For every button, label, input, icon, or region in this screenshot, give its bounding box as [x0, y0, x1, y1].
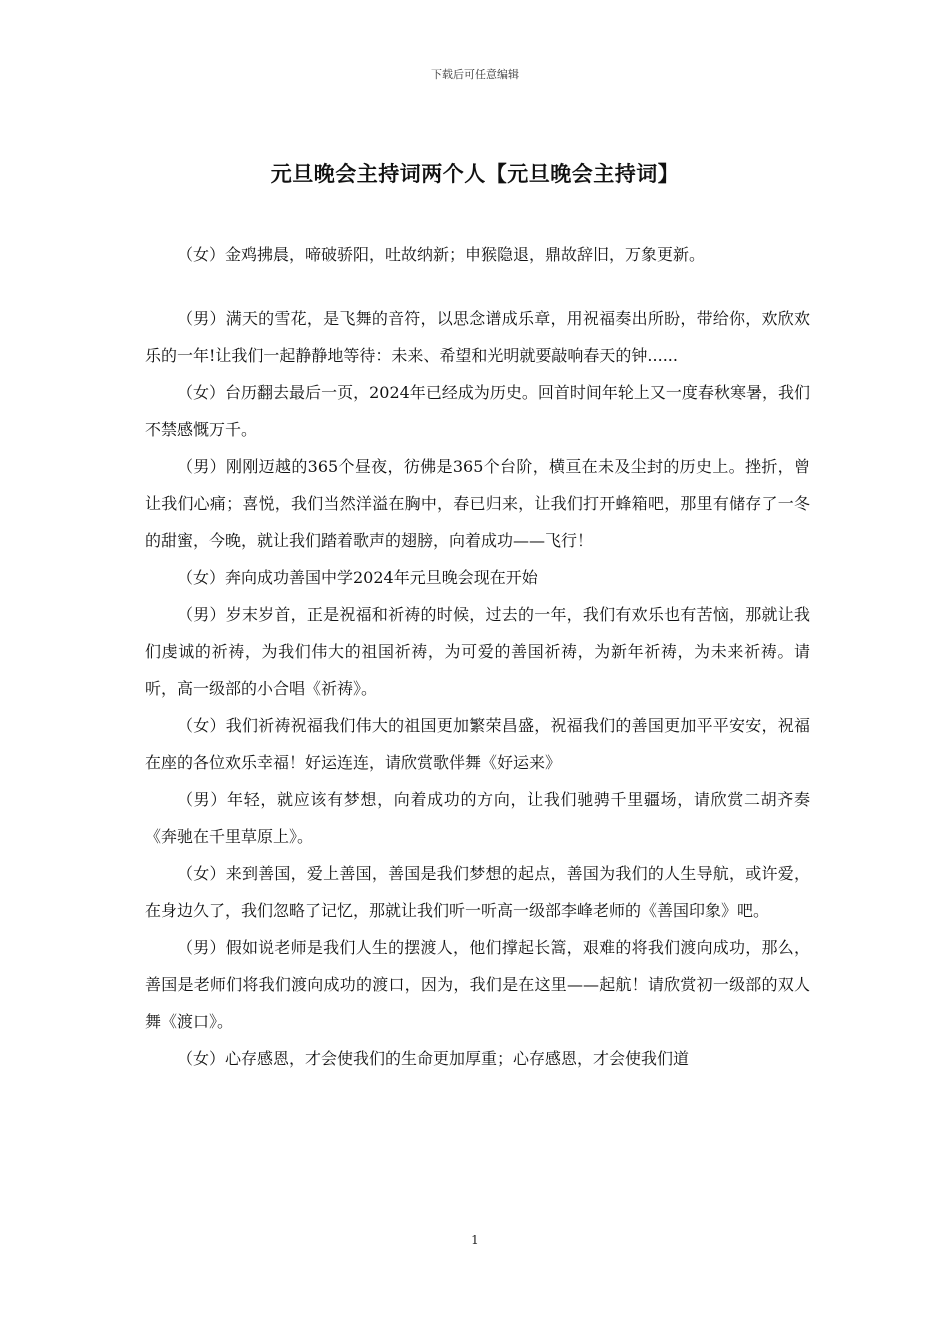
- paragraph-5: （女）奔向成功善国中学2024年元旦晚会现在开始: [177, 568, 538, 587]
- paragraph-8: （男）年轻，就应该有梦想，向着成功的方向，让我们驰骋千里疆场，请欣赏二胡齐奏《奔驰在千里草原上》。: [145, 790, 810, 846]
- paragraph-2: （男）满天的雪花，是飞舞的音符，以思念谱成乐章，用祝福奏出所盼，带给你，欢欣欢乐的一年!让我们一起静静地等待：未来、希望和光明就要敲响春天的钟......: [145, 309, 810, 365]
- paragraph-4: （男）刚刚迈越的365个昼夜，彷佛是365个台阶，横亘在未及尘封的历史上。挫折，曾让我们心痛；喜悦，我们当然洋溢在胸中，春已归来，让我们打开蜂箱吧，那里有储存了一冬的甜蜜，今晚，就让我们踏着歌声的翅膀，向着成功——飞行！: [145, 457, 810, 550]
- paragraph-10: （男）假如说老师是我们人生的摆渡人，他们撑起长篙，艰难的将我们渡向成功，那么，善国是老师们将我们渡向成功的渡口，因为，我们是在这里——起航！请欣赏初一级部的双人舞《渡口》。: [145, 938, 810, 1031]
- paragraph-6: （男）岁末岁首，正是祝福和祈祷的时候，过去的一年，我们有欢乐也有苦恼，那就让我们虔诚的祈祷，为我们伟大的祖国祈祷，为可爱的善国祈祷，为新年祈祷，为未来祈祷。请听，高一级部的小合唱《祈祷》。: [145, 605, 810, 698]
- paragraph-9: （女）来到善国，爱上善国，善国是我们梦想的起点，善国为我们的人生导航，或许爱，在身边久了，我们忽略了记忆，那就让我们听一听高一级部李峰老师的《善国印象》吧。: [145, 864, 810, 920]
- paragraph-3: （女）台历翻去最后一页，2024年已经成为历史。回首时间年轮上又一度春秋寒暑，我们不禁感慨万千。: [145, 383, 810, 439]
- document-body: [145, 236, 810, 1077]
- page-number: 1: [471, 1233, 479, 1247]
- paragraph-11: （女）心存感恩，才会使我们的生命更加厚重；心存感恩，才会使我们道: [177, 1049, 690, 1068]
- paragraph-7: （女）我们祈祷祝福我们伟大的祖国更加繁荣昌盛，祝福我们的善国更加平平安安，祝福在座的各位欢乐幸福！好运连连，请欣赏歌伴舞《好运来》: [145, 716, 810, 772]
- paragraph-1: （女）金鸡拂晨，啼破骄阳，吐故纳新；申猴隐退，鼎故辞旧，万象更新。: [177, 245, 706, 264]
- document-title: 元旦晚会主持词两个人【元旦晚会主持词】: [270, 161, 680, 186]
- header-note: 下载后可任意编辑: [431, 68, 519, 81]
